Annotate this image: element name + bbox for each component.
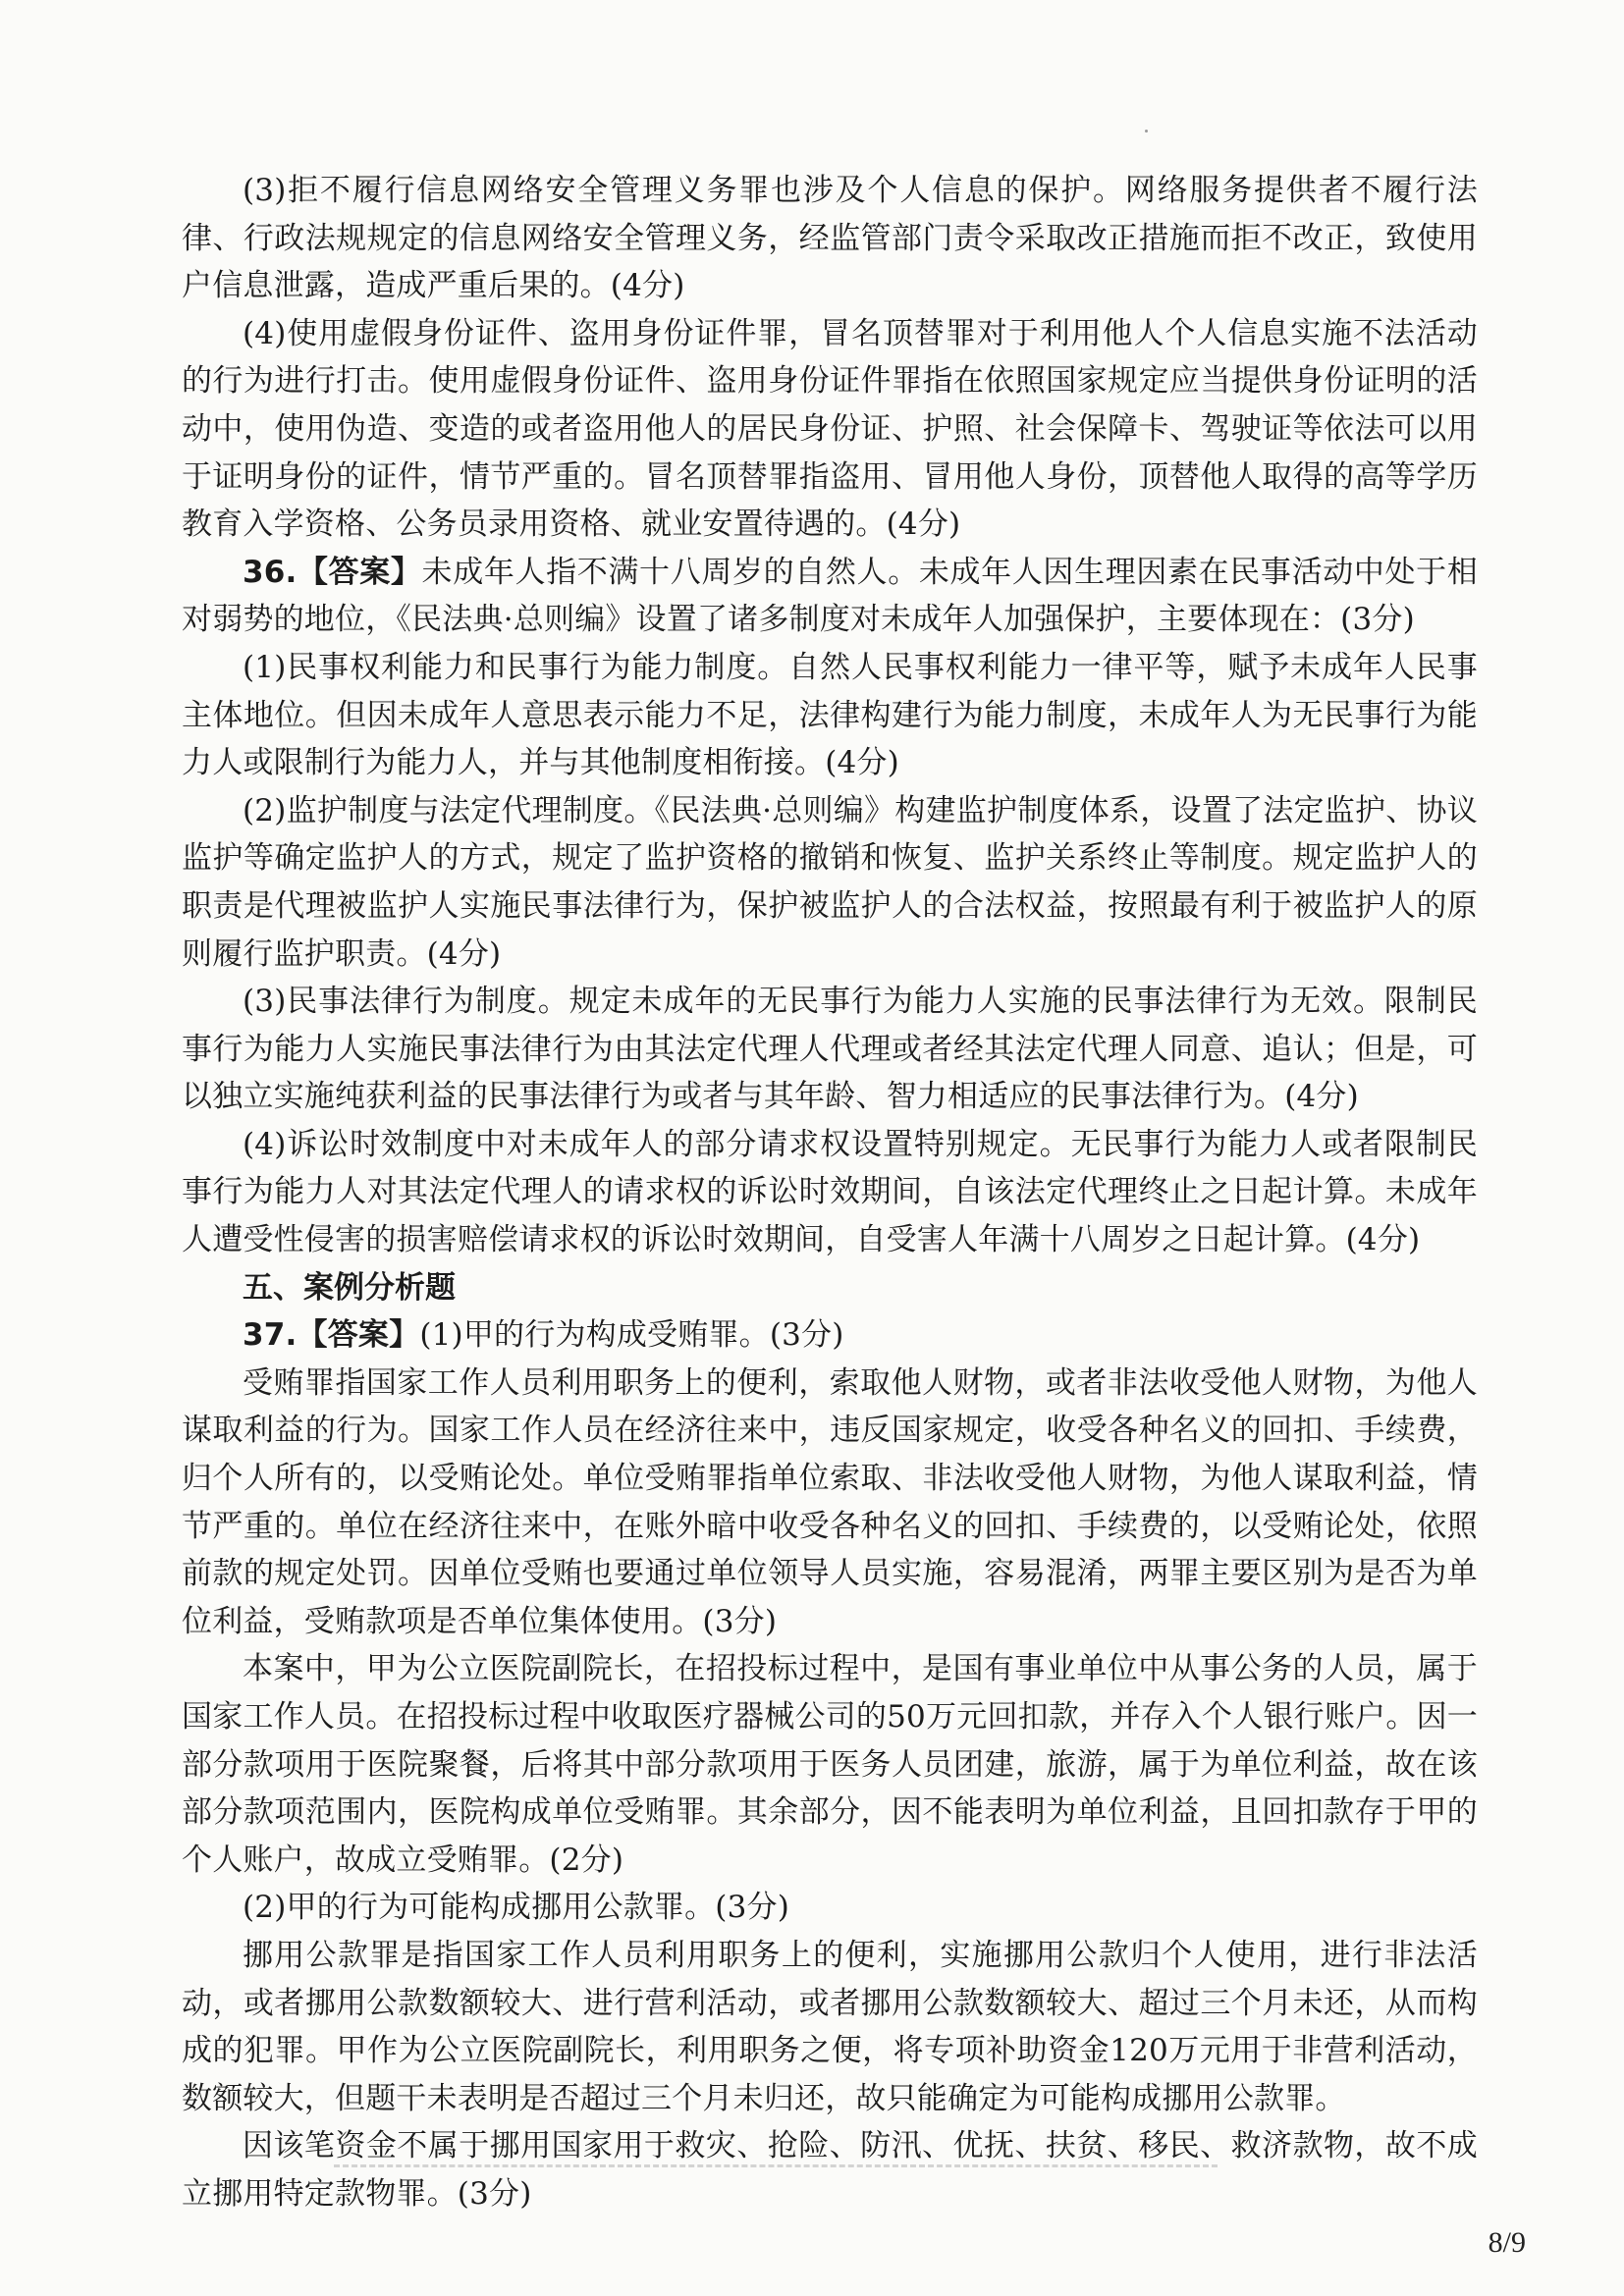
paragraph-4: (4)使用虚假身份证件、盗用身份证件罪，冒名顶替罪对于利用他人个人信息实施不法活动的行为进行打击。使用虚假身份证件、盗用身份证件罪指在依照国家规定应当提供身份证明的活动中，使用伪造、变造的或者盗用他人的居民身份证、护照、社会保障卡、驾驶证等依法可以用于证明身份的证件，情节严重的。冒名顶替罪指盗用、冒用他人身份，顶替他人取得的高等学历教育入学资格、公务员录用资格、就业安置待遇的。(4分) (182, 315, 1478, 543)
q36-intro-text: 未成年人指不满十八周岁的自然人。未成年人因生理因素在民事活动中处于相对弱势的地位，《民法典·总则编》设置了诸多制度对未成年人加强保护，主要体现在：(3分) (182, 554, 1478, 638)
q36-label: 36.【答案】 (243, 554, 422, 590)
section-title-case-analysis: 五、案例分析题 (243, 1269, 456, 1306)
q36-point-2: (2)监护制度与法定代理制度。《民法典·总则编》构建监护制度体系，设置了法定监护、协议监护等确定监护人的方式，规定了监护资格的撤销和恢复、监护关系终止等制度。规定监护人的职责是代理被监护人实施民事法律行为，保护被监护人的合法权益，按照最有利于被监护人的原则履行监护职责。(4分) (182, 792, 1478, 972)
q37-first (182, 1311, 1478, 1360)
document-body (182, 167, 1478, 2218)
paragraph-3: (3)拒不履行信息网络安全管理义务罪也涉及个人信息的保护。网络服务提供者不履行法律、行政法规规定的信息网络安全管理义务，经监管部门责令采取改正措施而拒不改正，致使用户信息泄露，造成严重后果的。(4分) (182, 173, 1478, 304)
q36-point-3: (3)民事法律行为制度。规定未成年的无民事行为能力人实施的民事法律行为无效。限制民事行为能力人实施民事法律行为由其法定代理人代理或者经其法定代理人同意、追认；但是，可以独立实施纯获利益的民事法律行为或者与其年龄、智力相适应的民事法律行为。(4分) (182, 984, 1478, 1115)
bleed-through-line (334, 2164, 1218, 2171)
q37-first-text: (1)甲的行为构成受贿罪。(3分) (419, 1317, 844, 1354)
q37-label: 37.【答案】 (243, 1317, 420, 1354)
q37-paragraph-2: 本案中，甲为公立医院副院长，在招投标过程中，是国有事业单位中从事公务的人员，属于国家工作人员。在招投标过程中收取医疗器械公司的50万元回扣款，并存入个人银行账户。因一部分款项用于医院聚餐，后将其中部分款项用于医务人员团建，旅游，属于为单位利益，故在该部分款项范围内，医院构成单位受贿罪。其余部分，因不能表明为单位利益，且回扣款存于甲的个人账户，故成立受贿罪。(2分) (182, 1651, 1478, 1878)
scan-speck (1145, 130, 1148, 133)
q37-paragraph-5: 因该笔资金不属于挪用国家用于救灾、抢险、防汛、优抚、扶贫、移民、救济款物，故不成立挪用特定款物罪。(3分) (182, 2128, 1478, 2212)
q36-intro (182, 549, 1478, 644)
q37-paragraph-4: 挪用公款罪是指国家工作人员利用职务上的便利，实施挪用公款归个人使用，进行非法活动，或者挪用公款数额较大、进行营利活动，或者挪用公款数额较大、超过三个月未还，从而构成的犯罪。甲作为公立医院副院长，利用职务之便，将专项补助资金120万元用于非营利活动，数额较大，但题干未表明是否超过三个月未归还，故只能确定为可能构成挪用公款罪。 (182, 1937, 1478, 2116)
q37-paragraph-1: 受贿罪指国家工作人员利用职务上的便利，索取他人财物，或者非法收受他人财物，为他人谋取利益的行为。国家工作人员在经济往来中，违反国家规定，收受各种名义的回扣、手续费，归个人所有的，以受贿论处。单位受贿罪指单位索取、非法收受他人财物，为他人谋取利益，情节严重的。单位在经济往来中，在账外暗中收受各种名义的回扣、手续费的，以受贿论处，依照前款的规定处罚。因单位受贿也要通过单位领导人员实施，容易混淆，两罪主要区别为是否为单位利益，受贿款项是否单位集体使用。(3分) (182, 1364, 1478, 1639)
page-number: 8/9 (1488, 2226, 1526, 2259)
q36-point-4: (4)诉讼时效制度中对未成年人的部分请求权设置特别规定。无民事行为能力人或者限制民事行为能力人对其法定代理人的请求权的诉讼时效期间，自该法定代理终止之日起计算。未成年人遭受性侵害的损害赔偿请求权的诉讼时效期间，自受害人年满十八周岁之日起计算。(4分) (182, 1126, 1478, 1258)
q36-point-1: (1)民事权利能力和民事行为能力制度。自然人民事权利能力一律平等，赋予未成年人民事主体地位。但因未成年人意思表示能力不足，法律构建行为能力制度，未成年人为无民事行为能力人或限制行为能力人，并与其他制度相衔接。(4分) (182, 649, 1478, 781)
q37-paragraph-3: (2)甲的行为可能构成挪用公款罪。(3分) (243, 1890, 790, 1926)
